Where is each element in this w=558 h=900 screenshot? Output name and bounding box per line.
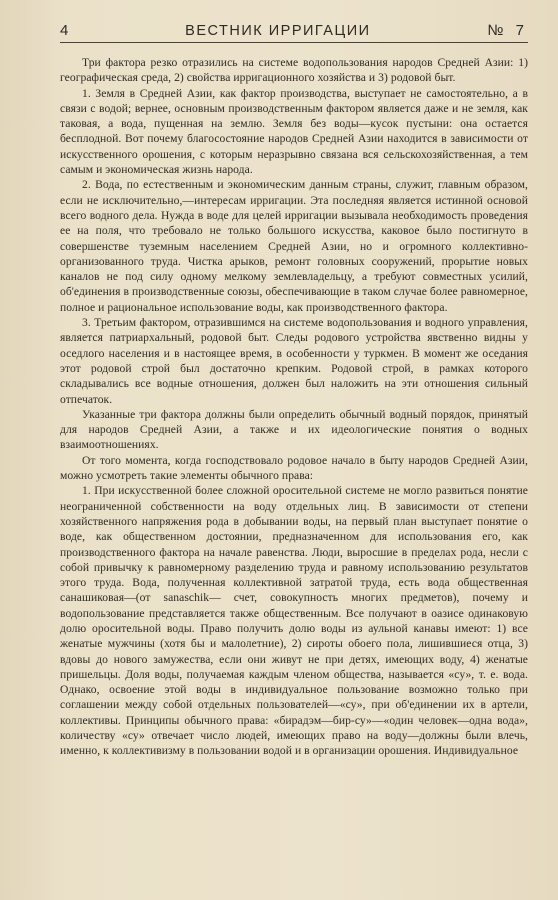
page-header (60, 22, 528, 43)
page-number: 4 (60, 22, 69, 39)
paragraph-intro: Три фактора резко отразились на системе водопользования народов Средней Азии: 1) географическая среда, 2) свойства ирригационного хозяйства и 3) родовой быт. (60, 56, 528, 85)
paragraph-land: 1. Земля в Средней Азии, как фактор производства, выступает не самостоятельно, а в связи с водой; вернее, основным производственным фактором является даже и не земля, как таковая, а вода, пущенная на землю. Земля без воды—кусок пустыни: она остается бесплодной. Вот почему благосостояние народов Средней Азии находится в зависимости от искусственного орошения, с которым неразрывно связана вся сельскохозяйственная, а тем самым и экономическая жизнь народа. (60, 86, 528, 177)
paragraph-item-one: 1. При искусственной более сложной оросительной системе не могло развиться понятие неограниченной собственности на воду отдельных лиц. В зависимости от степени хозяйственного напряжения рода в добывании воды, на первый план выступает понятие о воде, как общественном достоянии, предназначенном для использования его, как производственного фактора на начале равенства. Люди, выросшие в пределах рода, несли с собой привычку к равномерному разделению труда и равному использованию результатов этого труда. Вода, полученная коллективной затратой труда, есть вода общественная санашиковая—(от sanaschik— счет, совокупность многих предметов), почему и водопользование представляется также общественным. Все получают в оазисе одинаковую долю оросительной воды. Право получить долю воды из аульной канавы имеют: 1) все женатые мужчины (хотя бы и малолетние), 2) сироты обоего пола, лишившиеся отца, 3) вдовы до нового замужества, если они живут не при детях, имеющих воду, 4) женатые пришельцы. Доля воды, получаемая каждым членом общества, называется «су», т. е. вода. Однако, освоение этой воды в индивидуальное пользование возможно только при соглашении между собой отдельных пользователей—«су», при об'единении их в артели, коллективы. Принципы обычного права: «бирадэм—бир-су»—«один человек—одна вода», количеству «су» отвечает число людей, имеющих право на воду—должны были влечь, именно, к коллективизму в пользовании водой и в организации орошения. Индивидуальное (60, 484, 528, 758)
article-body (60, 55, 528, 759)
paragraph-clan-life: 3. Третьим фактором, отразившимся на системе водопользования и водного управления, является патриархальный, родовой быт. Следы родового устройства явственно видны у оседлого населения и в настоящее время, в особенности у туркмен. В момент же оседания этот родовой строй был достаточно крепким. Родовой строй, в рамках которого складывались все водные отношения, должен был наложить на эти отношения сильный отпечаток. (60, 316, 528, 406)
paragraph-summary: Указанные три фактора должны были определить обычный водный порядок, принятый для народов Средней Азии, а также и их идеологические понятия о водных взаимоотношениях. (60, 407, 528, 452)
paragraph-water: 2. Вода, по естественным и экономическим данным страны, служит, главным образом, если не исключительно,—интересам ирригации. Эта последняя является истинной основой всего водного дела. Нужда в воде для целей ирригации вызывала необходимость проведения ее на поля, что требовало не только большого искусства, каковое было постигнуто в совершенстве туземным населением Средней Азии, но и огромного коллективно-организованного труда. Чистка арыков, ремонт головных сооружений, прорытие новых каналов не под силу одному мелкому землевладельцу, а требуют совместных усилий, об'единения в производственные союзы, обеспечивающие в таком случае более равномерное, полное и рациональное использование воды, как производственного фактора. (60, 178, 528, 314)
issue-number: № 7 (487, 22, 528, 39)
paragraph-customary-law: От того момента, когда господствовало родовое начало в быту народов Средней Азии, можно усмотреть такие элементы обычного права: (60, 453, 528, 483)
journal-title: ВЕСТНИК ИРРИГАЦИИ (185, 23, 371, 39)
